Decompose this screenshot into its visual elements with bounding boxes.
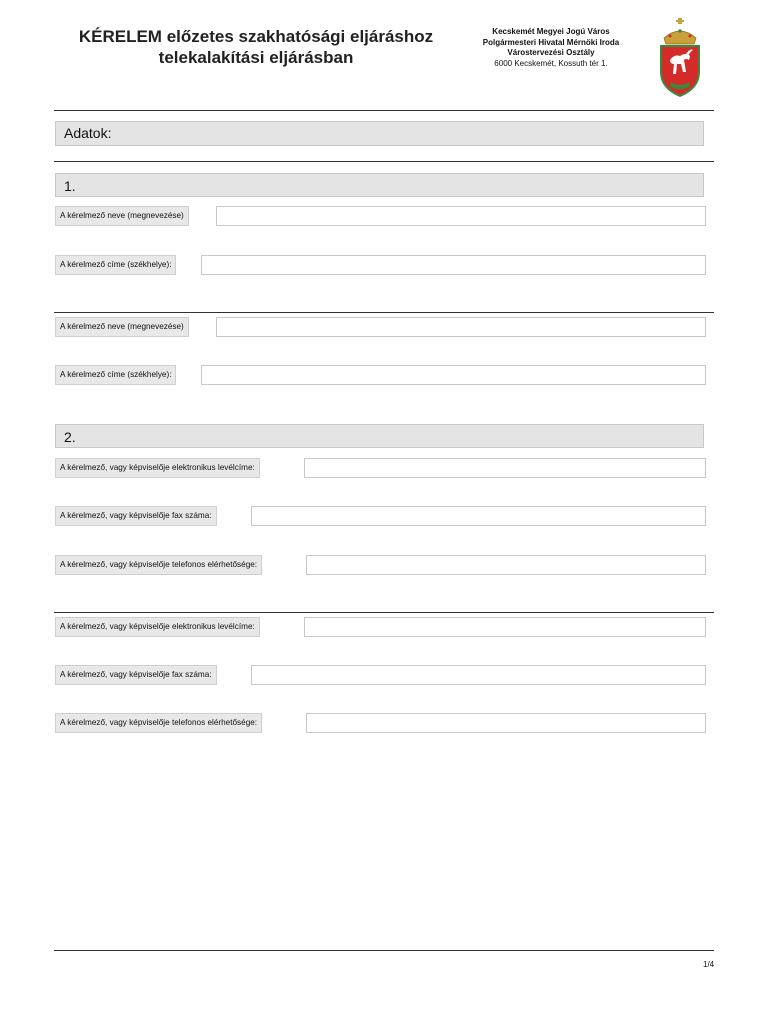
email-label: A kérelmező, vagy képviselője elektronikus levélcíme: bbox=[55, 458, 260, 478]
applicant-address-field[interactable] bbox=[201, 255, 706, 275]
section-divider bbox=[54, 161, 714, 162]
applicant-name-field[interactable] bbox=[216, 317, 706, 337]
fax-row bbox=[55, 506, 706, 526]
title-rest: előzetes szakhatósági eljáráshoz bbox=[161, 27, 434, 46]
title-bold: KÉRELEM bbox=[78, 27, 162, 46]
title-line2: telekalakítási eljárásban bbox=[158, 48, 354, 67]
org-line3: Várostervezési Osztály bbox=[507, 48, 595, 57]
crown-icon bbox=[664, 18, 696, 44]
applicant-address-row bbox=[55, 255, 706, 275]
fax-label: A kérelmező, vagy képviselője fax száma: bbox=[55, 506, 217, 526]
fax-field[interactable] bbox=[251, 506, 706, 526]
applicant-name-field[interactable] bbox=[216, 206, 706, 226]
page-number: 1/4 bbox=[703, 960, 715, 969]
phone-field[interactable] bbox=[306, 555, 706, 575]
section-2-heading: 2. bbox=[55, 424, 704, 448]
fax-label: A kérelmező, vagy képviselője fax száma: bbox=[55, 665, 217, 685]
applicant-name-row bbox=[55, 317, 706, 337]
phone-label: A kérelmező, vagy képviselője telefonos elérhetősége: bbox=[55, 713, 262, 733]
applicant-address-row bbox=[55, 365, 706, 385]
applicant-name-row bbox=[55, 206, 706, 226]
email-label: A kérelmező, vagy képviselője elektronikus levélcíme: bbox=[55, 617, 260, 637]
applicant-address-label: A kérelmező címe (székhelye): bbox=[55, 255, 176, 275]
fax-field[interactable] bbox=[251, 665, 706, 685]
email-field[interactable] bbox=[304, 617, 706, 637]
coat-of-arms-icon bbox=[656, 16, 704, 98]
document-title bbox=[60, 26, 452, 68]
contact-divider bbox=[54, 612, 714, 613]
phone-label: A kérelmező, vagy képviselője telefonos elérhetősége: bbox=[55, 555, 262, 575]
email-row bbox=[55, 617, 706, 637]
phone-row bbox=[55, 555, 706, 575]
header-divider bbox=[54, 110, 714, 111]
footer-divider bbox=[54, 950, 714, 951]
applicant-name-label: A kérelmező neve (megnevezése) bbox=[55, 206, 189, 226]
email-field[interactable] bbox=[304, 458, 706, 478]
applicant-address-field[interactable] bbox=[201, 365, 706, 385]
org-line2: Polgármesteri Hivatal Mérnöki Iroda bbox=[482, 37, 620, 47]
fax-row bbox=[55, 665, 706, 685]
section-adatok: Adatok: bbox=[55, 121, 704, 146]
phone-field[interactable] bbox=[306, 713, 706, 733]
org-line4: 6000 Kecskemét, Kossuth tér 1. bbox=[494, 58, 608, 68]
email-row bbox=[55, 458, 706, 478]
applicant-divider bbox=[54, 312, 714, 313]
org-line1: Kecskemét Megyei Jogú Város bbox=[492, 27, 610, 36]
applicant-address-label: A kérelmező címe (székhelye): bbox=[55, 365, 176, 385]
applicant-name-label: A kérelmező neve (megnevezése) bbox=[55, 317, 189, 337]
phone-row bbox=[55, 713, 706, 733]
section-1-heading: 1. bbox=[55, 173, 704, 197]
issuing-office bbox=[458, 27, 644, 69]
